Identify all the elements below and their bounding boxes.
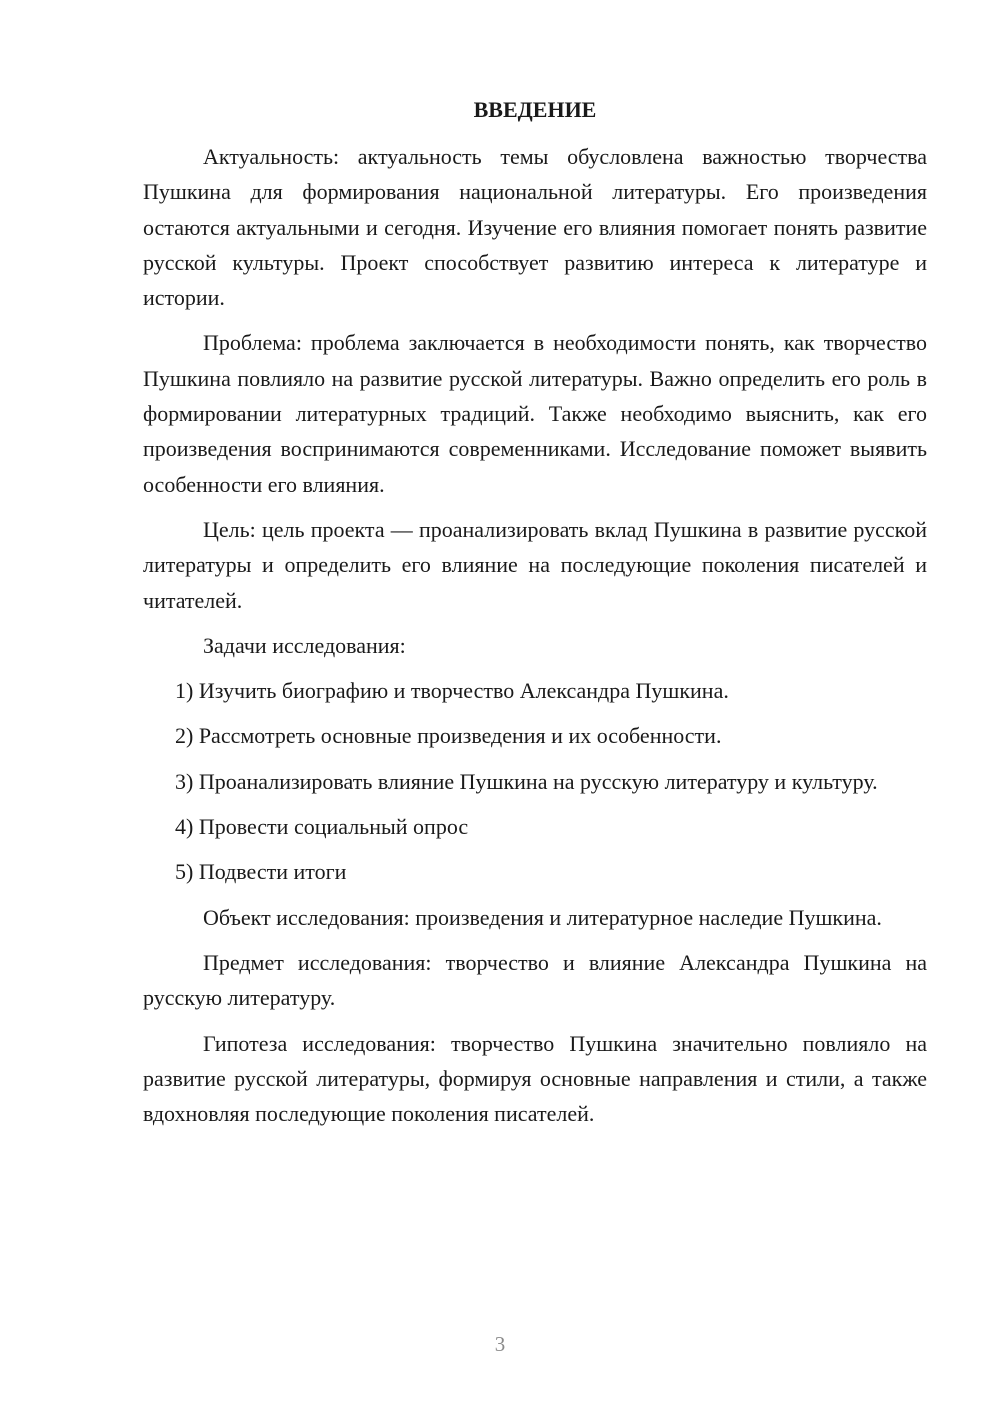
paragraph-subject: Предмет исследования: творчество и влияние Александра Пушкина на русскую литературу. <box>143 949 927 1011</box>
paragraph-relevance: Актуальность: актуальность темы обусловлена важностью творчества Пушкина для формирования национальной литературы. Его произведения остаются актуальными и сегодня. Изучение его влияния помогает понять развитие русской культуры. Проект способствует развитию интереса к литературе и истории. <box>143 144 927 311</box>
task-item: 1) Изучить биографию и творчество Александра Пушкина. <box>175 678 729 704</box>
paragraph-hypothesis: Гипотеза исследования: творчество Пушкина значительно повлияло на развитие русской литературы, формируя основные направления и стили, а также вдохновляя последующие поколения писателей. <box>143 1030 927 1127</box>
paragraph-problem: Проблема: проблема заключается в необходимости понять, как творчество Пушкина повлияло на развитие русской литературы. Важно определить его роль в формировании литературных традиций. Также необходимо выяснить, как его произведения воспринимаются современниками. Исследование поможет выявить особенности его влияния. <box>143 330 927 497</box>
page-number: 3 <box>494 1332 506 1356</box>
task-item: 3) Проанализировать влияние Пушкина на русскую литературу и культуру. <box>175 768 878 794</box>
task-item: 5) Подвести итоги <box>175 859 347 885</box>
paragraph-goal: Цель: цель проекта — проанализировать вклад Пушкина в развитие русской литературы и определить его влияние на последующие поколения писателей и читателей. <box>143 516 927 613</box>
section-heading: ВВЕДЕНИЕ <box>473 97 597 122</box>
task-item: 2) Рассмотреть основные произведения и их особенности. <box>175 723 722 749</box>
task-item: 4) Провести социальный опрос <box>175 814 469 840</box>
paragraph-object: Объект исследования: произведения и литературное наследие Пушкина. <box>203 904 882 930</box>
tasks-title: Задачи исследования: <box>203 632 406 658</box>
page-content <box>143 92 927 1141</box>
